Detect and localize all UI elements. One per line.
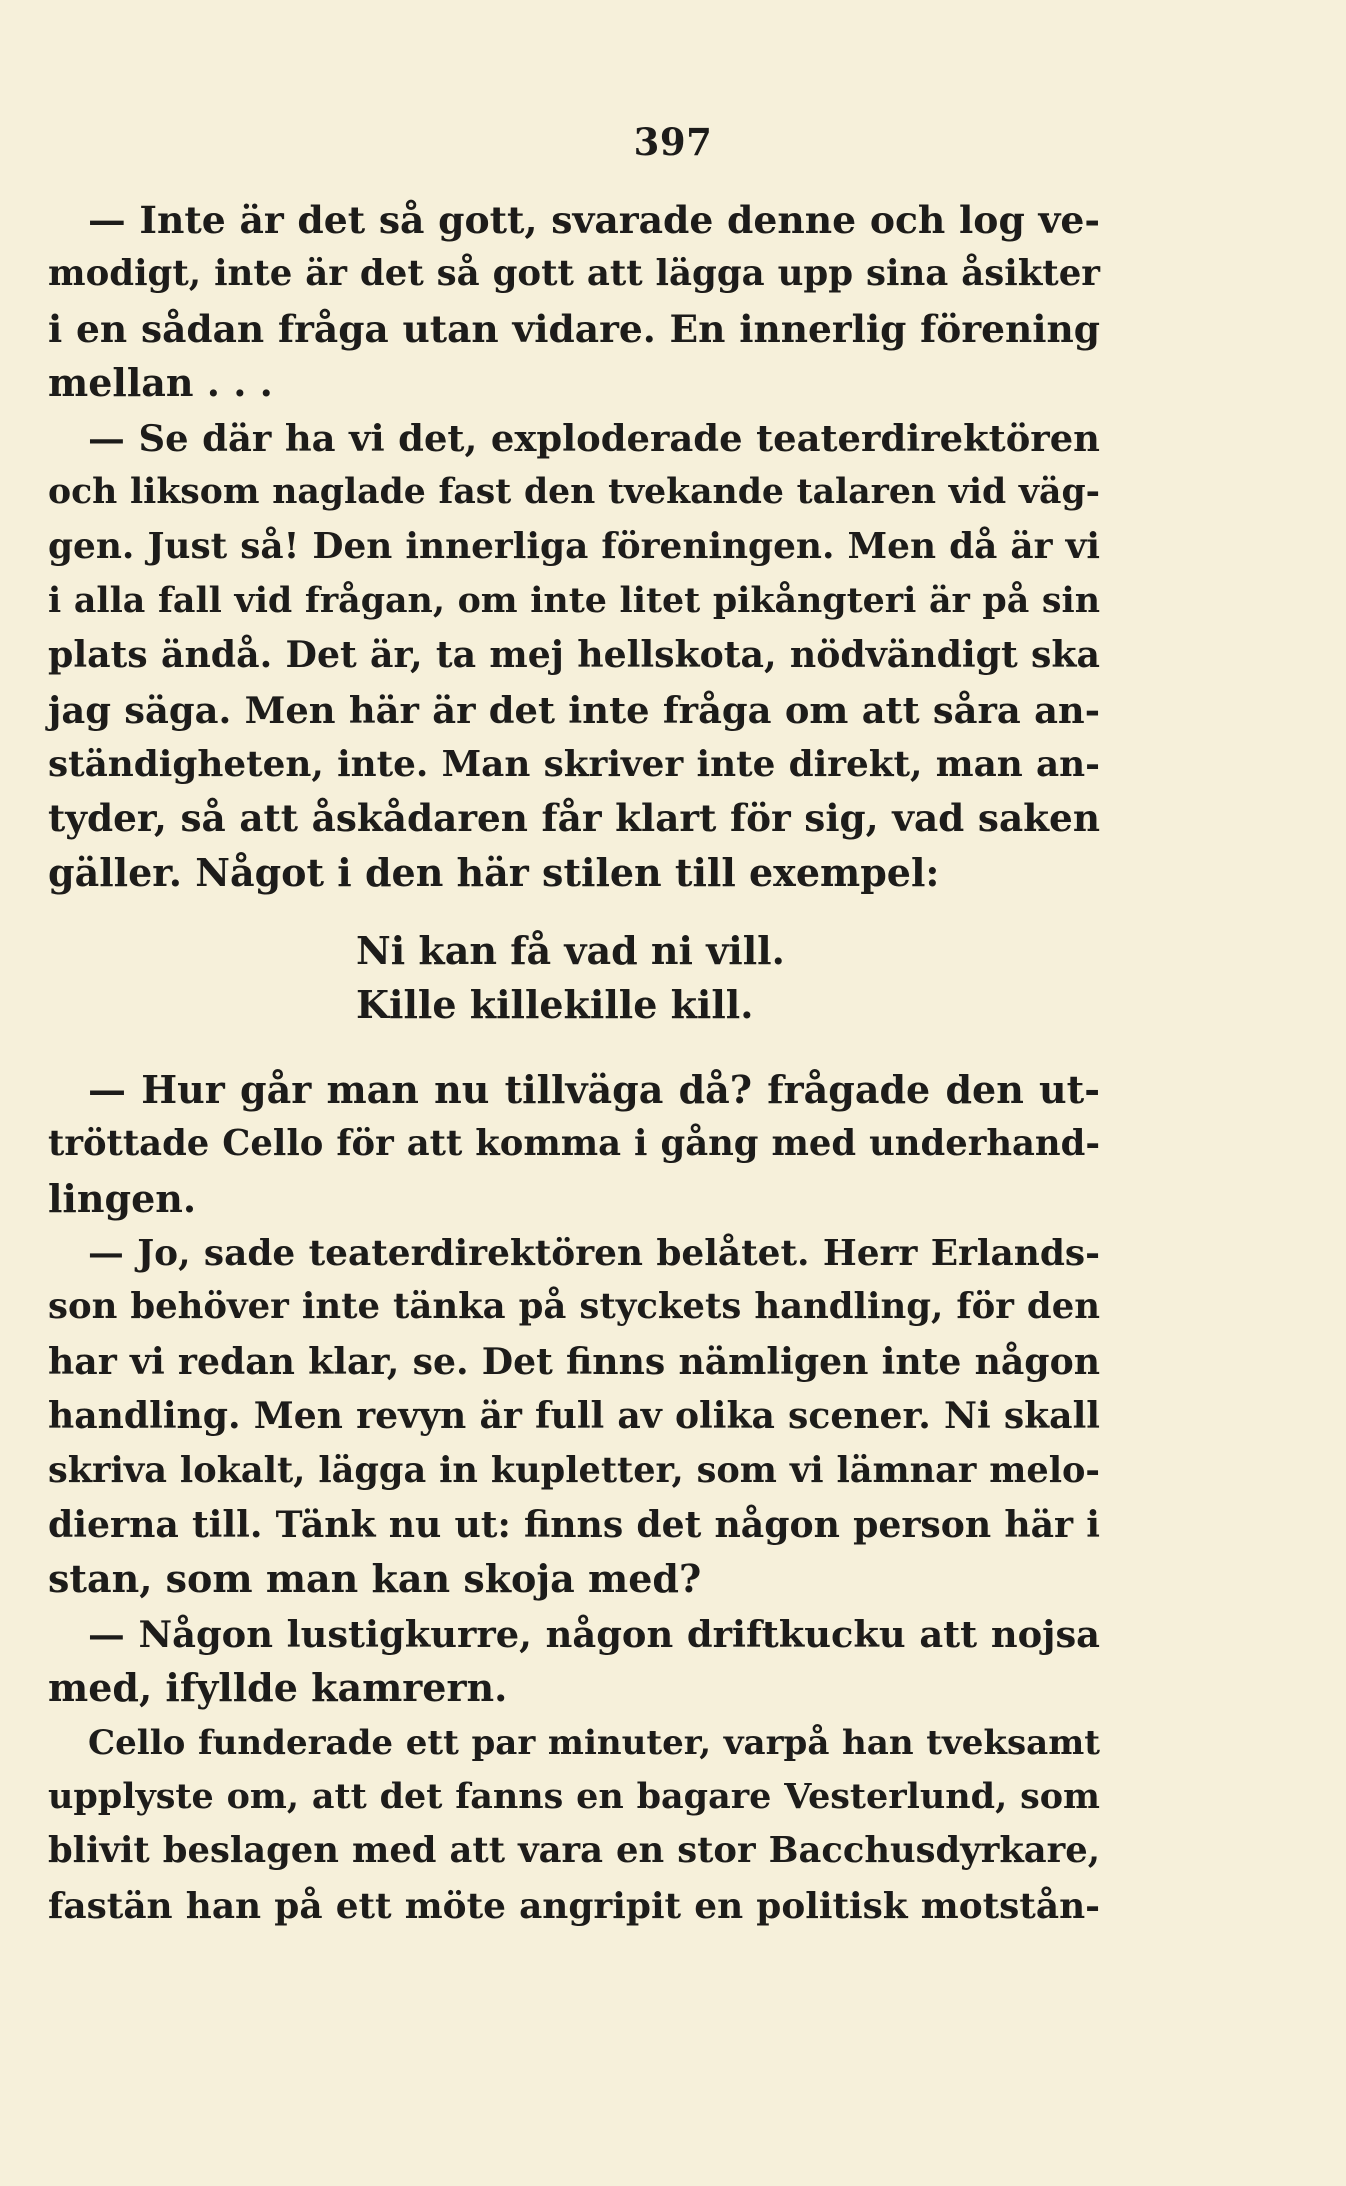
paragraph bbox=[48, 1716, 1100, 1934]
text-line: har vi redan klar, se. Det finns nämligen inte någon bbox=[48, 1339, 1100, 1383]
text-line: i alla fall vid frågan, om inte litet pikångteri är på sin bbox=[48, 579, 1100, 621]
paragraph bbox=[48, 1607, 1100, 1716]
text-line: stan, som man kan skoja med? bbox=[48, 1556, 702, 1602]
text-line: — Inte är det så gott, svarade denne och log ve- bbox=[88, 198, 1100, 242]
text-line: skriva lokalt, lägga in kupletter, som vi lämnar melo- bbox=[48, 1449, 1100, 1491]
paragraph bbox=[48, 193, 1100, 411]
body-text bbox=[48, 193, 1100, 1933]
text-line: mellan . . . bbox=[48, 360, 273, 406]
verse-line: Ni kan få vad ni vill. bbox=[356, 928, 785, 974]
paragraph bbox=[48, 1226, 1100, 1607]
text-line: tyder, så att åskådaren får klart för sig, vad saken bbox=[48, 796, 1100, 841]
text-line: gen. Just så! Den innerliga föreningen. Men då är vi bbox=[48, 525, 1100, 568]
text-line: son behöver inte tänka på styckets handling, för den bbox=[48, 1286, 1100, 1328]
text-line: Cello funderade ett par minuter, varpå han tveksamt bbox=[88, 1722, 1100, 1763]
text-line: med, ifyllde kamrern. bbox=[48, 1665, 508, 1711]
text-line: upplyste om, att det fanns en bagare Vesterlund, som bbox=[48, 1775, 1100, 1817]
text-line: — Jo, sade teaterdirektören belåtet. Herr Erlands- bbox=[88, 1232, 1100, 1275]
text-line: blivit beslagen med att vara en stor Bacchusdyrkare, bbox=[48, 1830, 1100, 1872]
text-line: plats ändå. Det är, ta mej hellskota, nödvändigt ska bbox=[48, 633, 1100, 677]
paragraph bbox=[48, 1063, 1100, 1226]
verse bbox=[48, 924, 1100, 1033]
paragraph bbox=[48, 411, 1100, 901]
text-line: — Någon lustigkurre, någon driftkucku att nojsa bbox=[88, 1611, 1100, 1656]
text-line: i en sådan fråga utan vidare. En innerlig förening bbox=[48, 306, 1100, 351]
spacer bbox=[48, 1033, 1100, 1063]
text-line: modigt, inte är det så gott att lägga upp sina åsikter bbox=[48, 253, 1100, 295]
text-line: jag säga. Men här är det inte fråga om att såra an- bbox=[48, 687, 1100, 732]
verse-line: Kille killekille kill. bbox=[356, 982, 754, 1028]
page-number: 397 bbox=[633, 120, 713, 164]
text-line: ständigheten, inte. Man skriver inte direkt, man an- bbox=[48, 742, 1100, 785]
text-line: — Hur går man nu tillväga då? frågade den ut- bbox=[88, 1066, 1100, 1112]
text-line: tröttade Cello för att komma i gång med underhand- bbox=[48, 1123, 1100, 1165]
text-line: dierna till. Tänk nu ut: finns det någon person här i bbox=[48, 1502, 1100, 1546]
spacer bbox=[48, 900, 1100, 924]
text-line: — Se där ha vi det, exploderade teaterdirektören bbox=[88, 415, 1100, 460]
text-line: gäller. Något i den här stilen till exempel: bbox=[48, 849, 940, 895]
text-line: lingen. bbox=[48, 1175, 197, 1221]
text-line: handling. Men revyn är full av olika scener. Ni skall bbox=[48, 1394, 1100, 1438]
text-line: fastän han på ett möte angripit en politisk motstån- bbox=[48, 1884, 1100, 1927]
text-line: och liksom naglade fast den tvekande talaren vid väg- bbox=[48, 471, 1100, 512]
